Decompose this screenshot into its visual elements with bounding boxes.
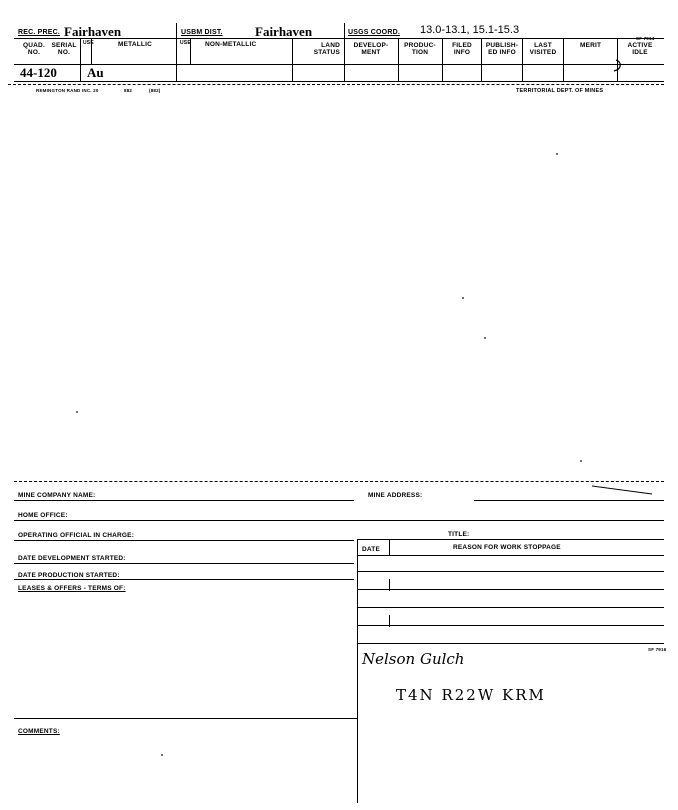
- divider: [357, 539, 358, 803]
- col-use-2: USE: [180, 40, 191, 46]
- speck: [76, 411, 78, 413]
- perforation-line: [14, 481, 664, 482]
- divider: [292, 38, 293, 81]
- rule: [14, 718, 357, 719]
- col-last-visited: LAST VISITED: [529, 42, 557, 56]
- divider: [481, 38, 482, 81]
- speck: [462, 297, 464, 299]
- rule: [357, 607, 664, 608]
- divider: [563, 38, 564, 81]
- usbm-dist-value: Fairhaven: [255, 24, 313, 39]
- record-metallic: Au: [87, 65, 104, 80]
- col-production: PRODUC-TION: [404, 42, 436, 56]
- mine-address-label: MINE ADDRESS:: [368, 492, 423, 499]
- rule: [357, 643, 664, 644]
- col-serial-no: SERIAL NO.: [51, 42, 77, 56]
- operating-official-label: OPERATING OFFICIAL IN CHARGE:: [18, 532, 135, 539]
- stray-stroke: [590, 484, 654, 498]
- divider: [80, 38, 81, 81]
- form-number-bottom: SF 7916: [648, 647, 667, 652]
- speck: [580, 460, 582, 462]
- divider: [176, 23, 177, 81]
- handwritten-township: T4N R22W KRM: [396, 686, 546, 704]
- col-development: DEVELOP-MENT: [353, 42, 389, 56]
- date-development-started-label: DATE DEVELOPMENT STARTED:: [18, 555, 126, 562]
- col-published-info: PUBLISH-ED INFO: [485, 42, 519, 56]
- header-rule-bottom: [14, 81, 664, 82]
- speck: [161, 754, 163, 756]
- col-metallic: METALLIC: [118, 41, 152, 48]
- divider: [190, 38, 191, 64]
- header-perforation: [8, 84, 664, 85]
- rec-prec-value: Fairhaven: [64, 24, 122, 39]
- col-merit: MERIT: [580, 42, 602, 49]
- department-imprint: TERRITORIAL DEPT. OF MINES: [516, 88, 604, 94]
- handwritten-location: Nelson Gulch: [362, 650, 465, 668]
- divider: [389, 615, 390, 627]
- col-non-metallic: NON-METALLIC: [205, 41, 257, 48]
- divider: [389, 579, 390, 591]
- rule: [357, 539, 664, 540]
- divider: [389, 539, 390, 555]
- title-label: TITLE:: [448, 531, 470, 538]
- divider: [442, 38, 443, 81]
- rule: [357, 555, 664, 556]
- divider: [344, 23, 345, 81]
- speck: [484, 337, 486, 339]
- col-land-status: LAND STATUS: [313, 42, 340, 56]
- comments-label: COMMENTS:: [18, 728, 60, 735]
- check-mark-icon: [612, 58, 626, 74]
- col-filed-info: FILED INFO: [452, 42, 472, 56]
- rule: [357, 571, 664, 572]
- usgs-coord-label: USGS COORD.: [348, 29, 400, 36]
- rule: [14, 500, 354, 501]
- home-office-label: HOME OFFICE:: [18, 512, 68, 519]
- divider: [91, 38, 92, 64]
- rule: [14, 579, 354, 580]
- date-column-header: DATE: [362, 546, 381, 553]
- divider: [398, 38, 399, 81]
- date-production-started-label: DATE PRODUCTION STARTED:: [18, 572, 120, 579]
- rule: [474, 500, 664, 501]
- col-quad-no: QUAD. NO.: [23, 42, 45, 56]
- rec-prec-label: REC. PREC.: [18, 29, 61, 36]
- print-code-2: (882): [149, 88, 161, 93]
- speck: [556, 153, 558, 155]
- rule: [14, 520, 664, 521]
- print-code-1: 882: [124, 88, 133, 93]
- leases-offers-label: LEASES & OFFERS - TERMS OF:: [18, 585, 126, 592]
- printer-imprint: REMINGTON RAND INC. 20: [36, 88, 99, 93]
- rule: [357, 625, 664, 626]
- record-quad-no: 44-120: [20, 65, 57, 80]
- reason-column-header: REASON FOR WORK STOPPAGE: [453, 544, 561, 551]
- form-number-top: SF 7914: [636, 36, 655, 41]
- mine-company-name-label: MINE COMPANY NAME:: [18, 492, 96, 499]
- header-rule-mid: [14, 64, 664, 65]
- usgs-coord-value: 13.0-13.1, 15.1-15.3: [420, 24, 520, 36]
- rule: [14, 563, 354, 564]
- usbm-dist-label: USBM DIST.: [181, 29, 223, 36]
- rule: [14, 540, 354, 541]
- col-use-1: USE: [83, 40, 94, 46]
- divider: [522, 38, 523, 81]
- col-active-idle: ACTIVE IDLE: [627, 42, 653, 56]
- rule: [357, 589, 664, 590]
